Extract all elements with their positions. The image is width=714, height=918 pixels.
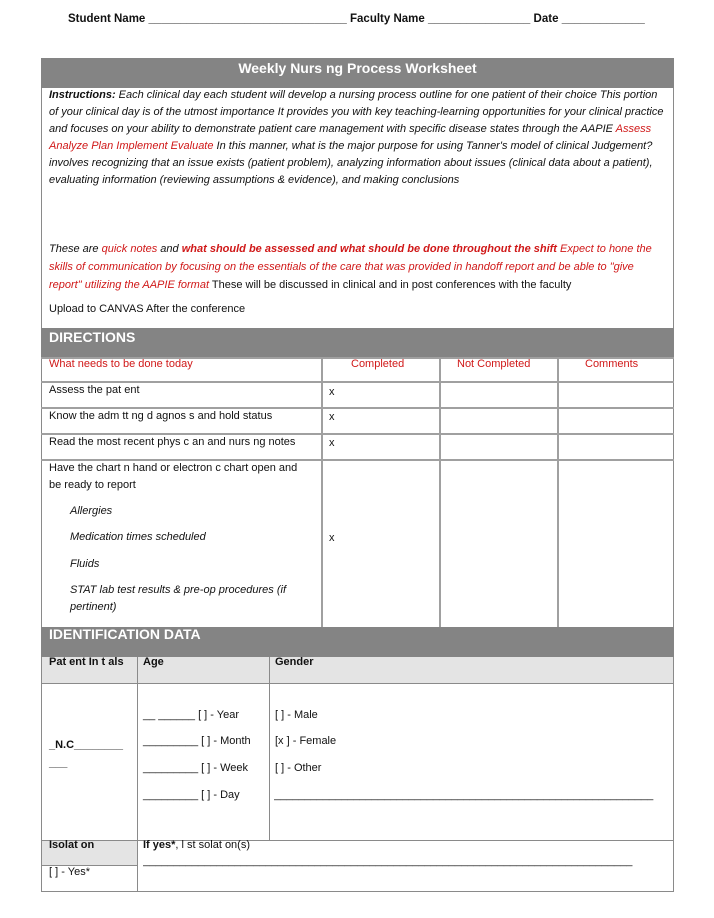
instructions-block	[49, 87, 665, 189]
col-header-completed: Completed	[351, 358, 405, 370]
age-option-month[interactable]: _________ [ ] - Month	[143, 735, 251, 747]
task-row-1-completed[interactable]: x	[329, 386, 335, 398]
faculty-name-field[interactable]: ________________	[428, 13, 531, 25]
subitem-allergies: Allergies	[70, 505, 113, 517]
table-rule	[137, 657, 138, 892]
upload-note: Upload to CANVAS After the conference	[49, 303, 246, 315]
col-header-gender: Gender	[275, 656, 314, 668]
identification-heading: IDENTIFICATION DATA	[41, 627, 674, 657]
task-row-2: Know the adm tt ng d agnos s and hold status	[49, 410, 273, 422]
header-line	[68, 13, 645, 25]
col-header-comments: Comments	[585, 358, 639, 370]
subitem-medication-completed[interactable]: x	[329, 532, 335, 544]
table-rule	[439, 357, 441, 627]
gender-other-field[interactable]: ______________________________________________________________	[274, 789, 654, 801]
page-title: Weekly Nurs ng Process Worksheet	[41, 58, 674, 88]
col-header-patient-initials: Pat ent In t als	[49, 656, 124, 668]
task-row-2-completed[interactable]: x	[329, 411, 335, 423]
age-option-day[interactable]: _________ [ ] - Day	[143, 789, 240, 801]
table-rule	[321, 357, 323, 627]
instructions-label: Instructions:	[49, 89, 116, 101]
quick-notes-paragraph: These are quick notes and what should be assessed and what should be done throughout the shift Expect to hone the skills of communication by focusing on the essentials of the care that was provided in handoff report and be able to "give report" utilizing the AAPIE format These will be discussed in clinical and in post conferences with the faculty	[49, 243, 652, 291]
faculty-name-label: Faculty Name	[350, 13, 425, 25]
age-option-year[interactable]: __ ______ [ ] - Year	[143, 709, 240, 721]
patient-initials-field-line2: ___	[49, 757, 68, 769]
instructions-paragraph: Instructions: Each clinical day each student will develop a nursing process outline for one patient of their choice This portion of your clinical day is of the utmost importance It provides you with key teaching-learning opportunities for your clinical practice and focuses on your ability to demonstrate patient care management with specific disease states through the AAPIE Assess Analyze Plan Implement Evaluate In this manner, what is the major purpose for using Tanner's model of clinical Judgement? involves recognizing that an issue exists (patient problem), analyzing information about issues (clinical data about a patient), evaluating information (reviewing assumptions & evidence), and making conclusions	[49, 89, 664, 186]
isolation-yes-option[interactable]: [ ] - Yes*	[49, 866, 90, 878]
patient-initials-field[interactable]: _N.C________	[49, 739, 124, 751]
isolation-list-field[interactable]: ________________________________________________________________________________	[143, 855, 633, 867]
table-rule	[269, 657, 270, 840]
col-header-not-completed: Not Completed	[457, 358, 531, 370]
task-row-1: Assess the pat ent	[49, 384, 140, 396]
student-name-label: Student Name	[68, 13, 146, 25]
task-row-3: Read the most recent phys c an and nurs ng notes	[49, 436, 296, 448]
aapie-expansion: Assess Analyze Plan Implement Evaluate	[49, 123, 652, 152]
col-header-age: Age	[143, 656, 164, 668]
table-rule	[557, 357, 559, 627]
subitem-medication-times: Medication times scheduled	[70, 531, 206, 543]
student-name-field[interactable]: _______________________________	[148, 13, 347, 25]
task-row-4: Have the chart n hand or electron c chart open and be ready to report	[49, 462, 298, 491]
age-option-week[interactable]: _________ [ ] - Week	[143, 762, 248, 774]
gender-option-other[interactable]: [ ] - Other	[275, 762, 322, 774]
subitem-fluids: Fluids	[70, 558, 100, 570]
subitem-stat-labs: STAT lab test results & pre-op procedures (if pertinent)	[70, 584, 287, 613]
date-field[interactable]: _____________	[561, 13, 645, 25]
gender-option-female[interactable]: [x ] - Female	[275, 735, 337, 747]
directions-heading: DIRECTIONS	[41, 328, 674, 357]
table-rule	[41, 683, 674, 684]
col-header-task: What needs to be done today	[49, 358, 193, 370]
isolation-list-prompt: If yes*, l st solat on(s)	[143, 839, 250, 851]
isolation-label: Isolat on	[49, 839, 95, 851]
gender-option-male[interactable]: [ ] - Male	[275, 709, 318, 721]
date-label: Date	[533, 13, 559, 25]
task-row-3-completed[interactable]: x	[329, 437, 335, 449]
